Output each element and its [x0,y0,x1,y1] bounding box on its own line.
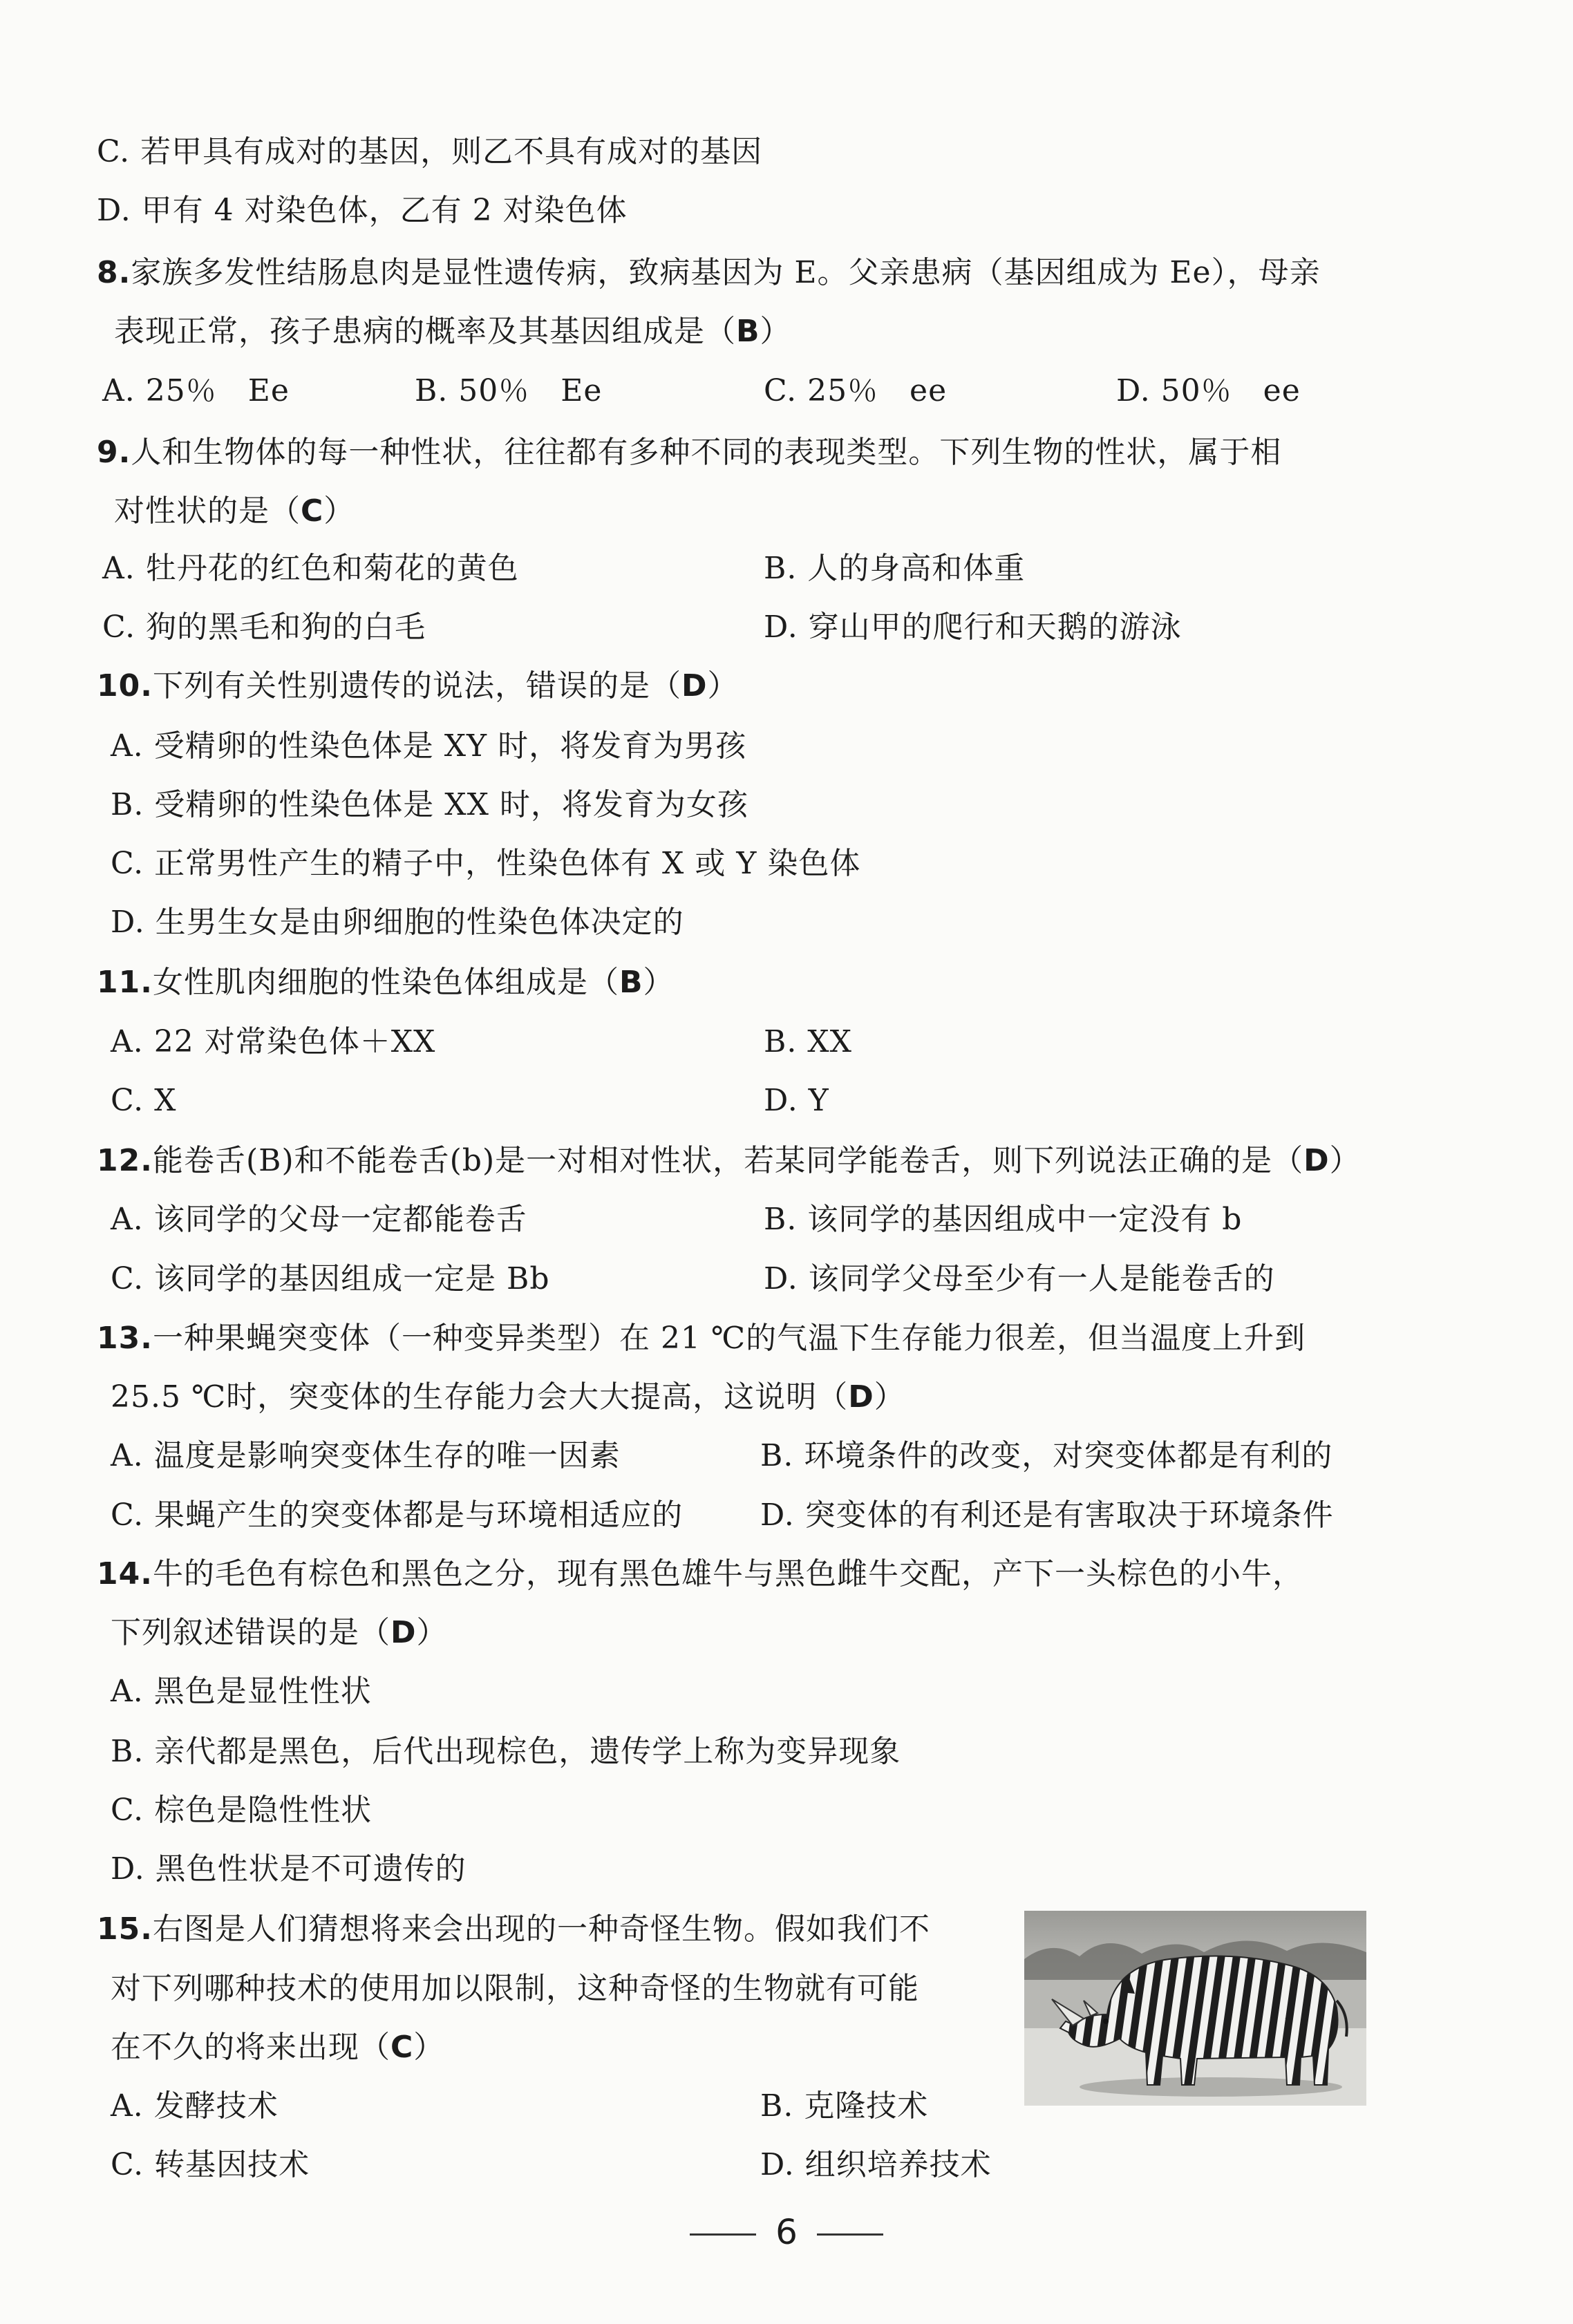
q10-option-c: C. 正常男性产生的精子中，性染色体有 X 或 Y 染色体 [111,846,861,881]
q10-option-a: A. 受精卵的性染色体是 XY 时，将发育为男孩 [111,728,747,764]
q12-number: 12. [97,1143,153,1178]
q15-text-1: 右图是人们猜想将来会出现的一种奇怪生物。假如我们不 [152,1911,930,1947]
q14-text-1: 牛的毛色有棕色和黑色之分，现有黑色雄牛与黑色雌牛交配，产下一头棕色的小牛， [152,1556,1303,1591]
q11-answer: B [619,965,643,1000]
q13-option-d: D. 突变体的有利还是有害取决于环境条件 [760,1498,1334,1533]
q9-number: 9. [97,435,131,470]
q9-option-c: C. 狗的黑毛和狗的白毛 [102,610,426,645]
q14-option-c: C. 棕色是隐性性状 [111,1793,373,1828]
q13-option-c: C. 果蝇产生的突变体都是与环境相适应的 [111,1498,684,1533]
q10-option-b: B. 受精卵的性染色体是 XX 时，将发育为女孩 [111,787,748,822]
page-number-right-dash [817,2233,883,2236]
q11-number: 11. [97,965,153,1000]
q9-option-a: A. 牡丹花的红色和菊花的黄色 [102,551,519,586]
q9-stem-line2 [114,491,355,532]
q15-stem-line1 [97,1909,930,1950]
q7-option-d: D. 甲有 4 对染色体，乙有 2 对染色体 [97,193,628,228]
q9-stem-line1 [97,432,1281,473]
q12-text: 能卷舌(B)和不能卷舌(b)是一对相对性状，若某同学能卷舌，则下列说法正确的是（ [152,1143,1304,1178]
q8-stem-line1 [97,252,1321,294]
q15-number: 15. [97,1911,153,1947]
q9-close: ） [323,493,355,529]
q15-option-b: B. 克隆技术 [760,2088,929,2124]
zebra-rhino-illustration [1024,1911,1366,2106]
q9-option-d: D. 穿山甲的爬行和天鹅的游泳 [764,610,1182,645]
q9-text-1: 人和生物体的每一种性状，往往都有多种不同的表现类型。下列生物的性状，属于相 [131,435,1282,470]
q15-option-a: A. 发酵技术 [111,2088,279,2124]
q8-number: 8. [97,255,131,290]
q10-close: ） [707,668,739,703]
zebra-rhino-photo [1024,1911,1366,2106]
q8-close: ） [760,314,791,349]
q14-option-d: D. 黑色性状是不可遗传的 [111,1851,467,1887]
q15-text-3: 在不久的将来出现（ [111,2030,390,2065]
q12-stem [97,1140,1361,1182]
page-number [0,2211,1573,2253]
q8-option-d: D. 50％ ee [1116,373,1301,408]
q14-number: 14. [97,1556,153,1591]
q15-stem-line2: 对下列哪种技术的使用加以限制，这种奇怪的生物就有可能 [111,1971,919,2006]
q14-close: ） [416,1615,448,1650]
q10-text: 下列有关性别遗传的说法，错误的是（ [152,668,681,703]
q8-text-2: 表现正常，孩子患病的概率及其基因组成是（ [114,314,736,349]
q14-option-b: B. 亲代都是黑色，后代出现棕色，遗传学上称为变异现象 [111,1734,901,1769]
q14-answer: D [390,1615,417,1650]
q13-text-2: 25.5 ℃时，突变体的生存能力会大大提高，这说明（ [111,1379,849,1415]
page-number-left-dash [690,2233,756,2236]
q9-option-b: B. 人的身高和体重 [764,551,1026,586]
q10-option-d: D. 生男生女是由卵细胞的性染色体决定的 [111,905,684,940]
q11-option-d: D. Y [764,1083,829,1118]
q12-option-d: D. 该同学父母至少有一人是能卷舌的 [764,1261,1275,1296]
q13-close: ） [874,1379,905,1415]
q10-stem [97,665,738,707]
q11-option-b: B. XX [764,1024,852,1059]
q14-stem-line1 [97,1553,1303,1595]
q15-answer: C [390,2030,414,2065]
q11-stem [97,962,675,1003]
q8-option-a: A. 25％ Ee [102,373,290,408]
q13-stem-line2 [111,1377,905,1418]
q12-option-c: C. 该同学的基因组成一定是 Bb [111,1261,550,1296]
q11-text: 女性肌肉细胞的性染色体组成是（ [152,965,619,1000]
q8-stem-line2 [114,311,791,352]
q11-option-c: C. X [111,1083,177,1118]
q14-option-a: A. 黑色是显性性状 [111,1674,372,1709]
q13-answer: D [848,1379,874,1415]
q11-close: ） [643,965,675,1000]
q10-number: 10. [97,668,153,703]
q12-answer: D [1303,1143,1330,1178]
q8-answer: B [736,314,760,349]
q9-answer: C [301,493,324,529]
q9-text-2: 对性状的是（ [114,493,301,529]
q14-stem-line2 [111,1612,448,1654]
q15-stem-line3 [111,2027,444,2068]
q8-option-c: C. 25％ ee [764,373,948,408]
page-number-value: 6 [775,2212,798,2252]
q7-option-c: C. 若甲具有成对的基因，则乙不具有成对的基因 [97,134,763,169]
q15-close: ） [413,2030,445,2065]
q12-close: ） [1329,1143,1361,1178]
q13-option-a: A. 温度是影响突变体生存的唯一因素 [111,1438,621,1473]
q13-stem-line1 [97,1318,1306,1359]
q8-text-1: 家族多发性结肠息肉是显性遗传病，致病基因为 E。父亲患病（基因组成为 Ee），母亲 [131,255,1321,290]
q14-text-2: 下列叙述错误的是（ [111,1615,390,1650]
q15-option-c: C. 转基因技术 [111,2147,310,2182]
q12-option-a: A. 该同学的父母一定都能卷舌 [111,1202,527,1237]
q13-text-1: 一种果蝇突变体（一种变异类型）在 21 ℃的气温下生存能力很差，但当温度上升到 [152,1321,1306,1356]
q8-option-b: B. 50％ Ee [415,373,603,408]
q10-answer: D [681,668,708,703]
q12-option-b: B. 该同学的基因组成中一定没有 b [764,1202,1243,1237]
q11-option-a: A. 22 对常染色体＋XX [111,1024,436,1059]
q13-option-b: B. 环境条件的改变，对突变体都是有利的 [760,1438,1333,1473]
q15-option-d: D. 组织培养技术 [760,2147,992,2182]
q13-number: 13. [97,1321,153,1356]
